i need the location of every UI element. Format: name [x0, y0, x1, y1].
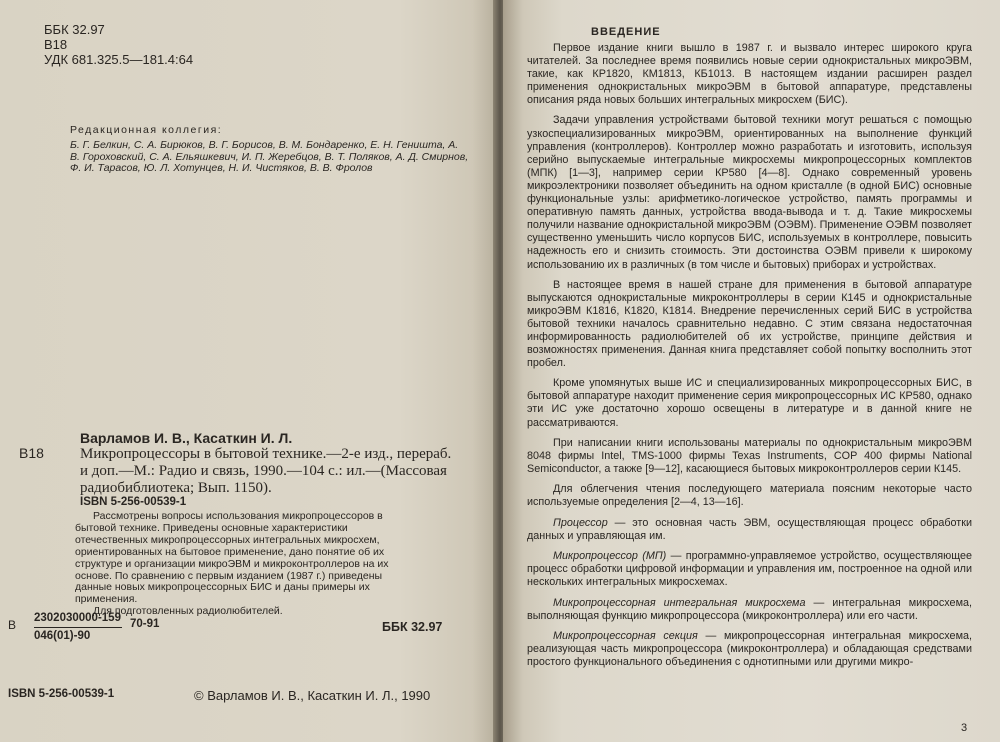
paragraph: Для облегчения чтения последующего материала поясним некоторые часто используемые определения [2—4, 13—16].: [527, 482, 972, 508]
classification-code-suffix: 70-91: [130, 618, 160, 630]
audience-note: Для подготовленных радиолюбителей.: [93, 605, 283, 618]
page-number: 3: [961, 722, 968, 734]
definition-text: — это основная часть ЭВМ, осуществляющая процесс обработки данных и управляющая им.: [527, 517, 972, 543]
paragraph: Кроме упомянутых выше ИС и специализированных микропроцессорных БИС, в бытовой аппаратуре находит применение серия микропроцессорных ИС КР580, однако эти ИС уже достаточно хорошо освещены в литературе и в данной книге не рассматриваются.: [527, 377, 972, 429]
bbk-bottom: ББК 32.97: [382, 620, 443, 634]
definition: [527, 517, 972, 543]
paragraph: Первое издание книги вышло в 1987 г. и вызвало интерес широкого круга читателей. За последнее время появились новые серии однокристальных микроЭВМ, такие, как КР1820, КМ1813, КБ1013. В настоящем издании расширен раздел применения однокристальных микроЭВМ в бытовой аппаратуре, представлены описания ряда новых больших интегральных микросхем (БИС).: [527, 42, 972, 107]
isbn-bottom: ISBN 5-256-00539-1: [8, 688, 115, 700]
chapter-title: ВВЕДЕНИЕ: [591, 26, 661, 38]
copyright-notice: © Варламов И. В., Касаткин И. Л., 1990: [194, 688, 431, 703]
book-abstract: [75, 511, 405, 618]
definition-term: Процессор: [553, 517, 608, 530]
fraction-line: [34, 627, 122, 628]
paragraph: Задачи управления устройствами бытовой техники могут решаться с помощью узкоспециализированных микроЭВМ, ориентированных на выполнение функций управления (контроллеров). Контроллер можно разработать и изготовить, используя серийно выпускаемые интегральные микросхемы микропроцессорных комплектов (МПК) [1—3], например серии КР580 [4—8]. Однако современный уровень микроэлектроники позволяет объединить на одном кристалле (в одной БИС) основные функциональные узлы: арифметико-логическое устройство, память программы и оперативную память данных, устройства ввода-вывода и т. д. Такие микросхемы получили название однокристальной микроЭВМ (ОЭВМ). Применение ОЭВМ позволяет существенно уменьшить число корпусов БИС, используемых в контроллере, повысить надежность его и снизить стоимость. Эти достоинства ОЭВМ привели к широкому использованию их в различных (в том числе и бытовых) приборах и устройствах.: [527, 114, 972, 271]
classification-code-numerator: 2302030000-159: [34, 612, 121, 624]
b18-index: В18: [44, 37, 68, 52]
bbk-index: ББК 32.97: [44, 22, 105, 37]
definition-term: Микропроцессорная секция: [553, 629, 698, 642]
udk-index: УДК 681.325.5—181.4:64: [44, 52, 194, 67]
definition-text: — микропроцессорная интегральная микросхема, реализующая часть микропроцессора (микроконтроллера) и обладающая средствами простого функционального объединения с однотипными или другими микро-: [527, 629, 972, 668]
definition: [527, 630, 972, 669]
abstract-text: Рассмотрены вопросы использования микропроцессоров в бытовой технике. Приведены основные характеристики отечественных микропроцессорных интегральных микросхем, ориентированных на бытовое применение, дано понятие об их структуре и организации микроЭВМ и микроконтроллеров на их основе. По сравнению с первым изданием (1987 г.) приведены данные новых микропроцессорных БИС и даны примеры их применения.: [75, 510, 389, 606]
editorial-board-members: Б. Г. Белкин, С. А. Бирюков, В. Г. Борисов, В. М. Бондаренко, Е. Н. Геништа, А. В. Гороховский, С. А. Ельяшкевич, И. П. Жеребцов, В. Т. Поляков, А. Д. Смирнов, Ф. И. Тарасов, Ю. Л. Хотунцев, Н. И. Чистяков, В. В. Фролов: [70, 139, 469, 175]
paragraph: В настоящее время в нашей стране для применения в бытовой аппаратуре выпускаются однокристальные микроконтроллеры в серии К145 и однокристальные микроЭВМ К1816, К1820, К1814. Внедрение перечисленных серий БИС в устройства бытовой техники началось сравнительно недавно. С этим связана недостаточная информированность радиолюбителей об их устройстве, принципе действия и возможностях применения. Данная книга представляет собой попытку восполнить этот пробел.: [527, 278, 972, 370]
definition-text: — программно-управляемое устройство, осуществляющее процесс обработки цифровой информации и управления им, построенное на одной или нескольких интегральных микросхемах.: [527, 550, 972, 589]
introduction-text: [527, 42, 972, 676]
classification-code-letter: В: [8, 618, 17, 632]
isbn: ISBN 5-256-00539-1: [80, 496, 187, 508]
definition: [527, 550, 972, 589]
definition-text: — интегральная микросхема, выполняющая функцию микропроцессора (микроконтроллера) или его части.: [527, 596, 972, 622]
definition-term: Микропроцессорная интегральная микросхема: [553, 596, 806, 609]
definition-term: Микропроцессор (МП): [553, 550, 667, 563]
definition: [527, 597, 972, 623]
left-page: [0, 0, 497, 742]
editorial-board-title: Редакционная коллегия:: [70, 124, 223, 136]
right-page: [503, 0, 1000, 742]
b18-side-mark: В18: [19, 445, 44, 461]
book-authors: Варламов И. В., Касаткин И. Л.: [80, 430, 293, 446]
bibliographic-description: Микропроцессоры в бытовой технике.—2-е изд., перераб. и доп.—М.: Радио и связь, 1990.—104 с.: ил.—(Массовая радиобиблиотека; Вып. 1150).: [80, 446, 452, 496]
classification-code-denominator: 046(01)-90: [34, 630, 91, 642]
paragraph: При написании книги использованы материалы по однокристальным микроЭВМ 8048 фирмы Intel, TMS-1000 фирмы Texas Instruments, COP 400 фирмы National Semiconductor, а также [9—12], касающиеся бытовых микроконтроллеров серии К145.: [527, 436, 972, 475]
